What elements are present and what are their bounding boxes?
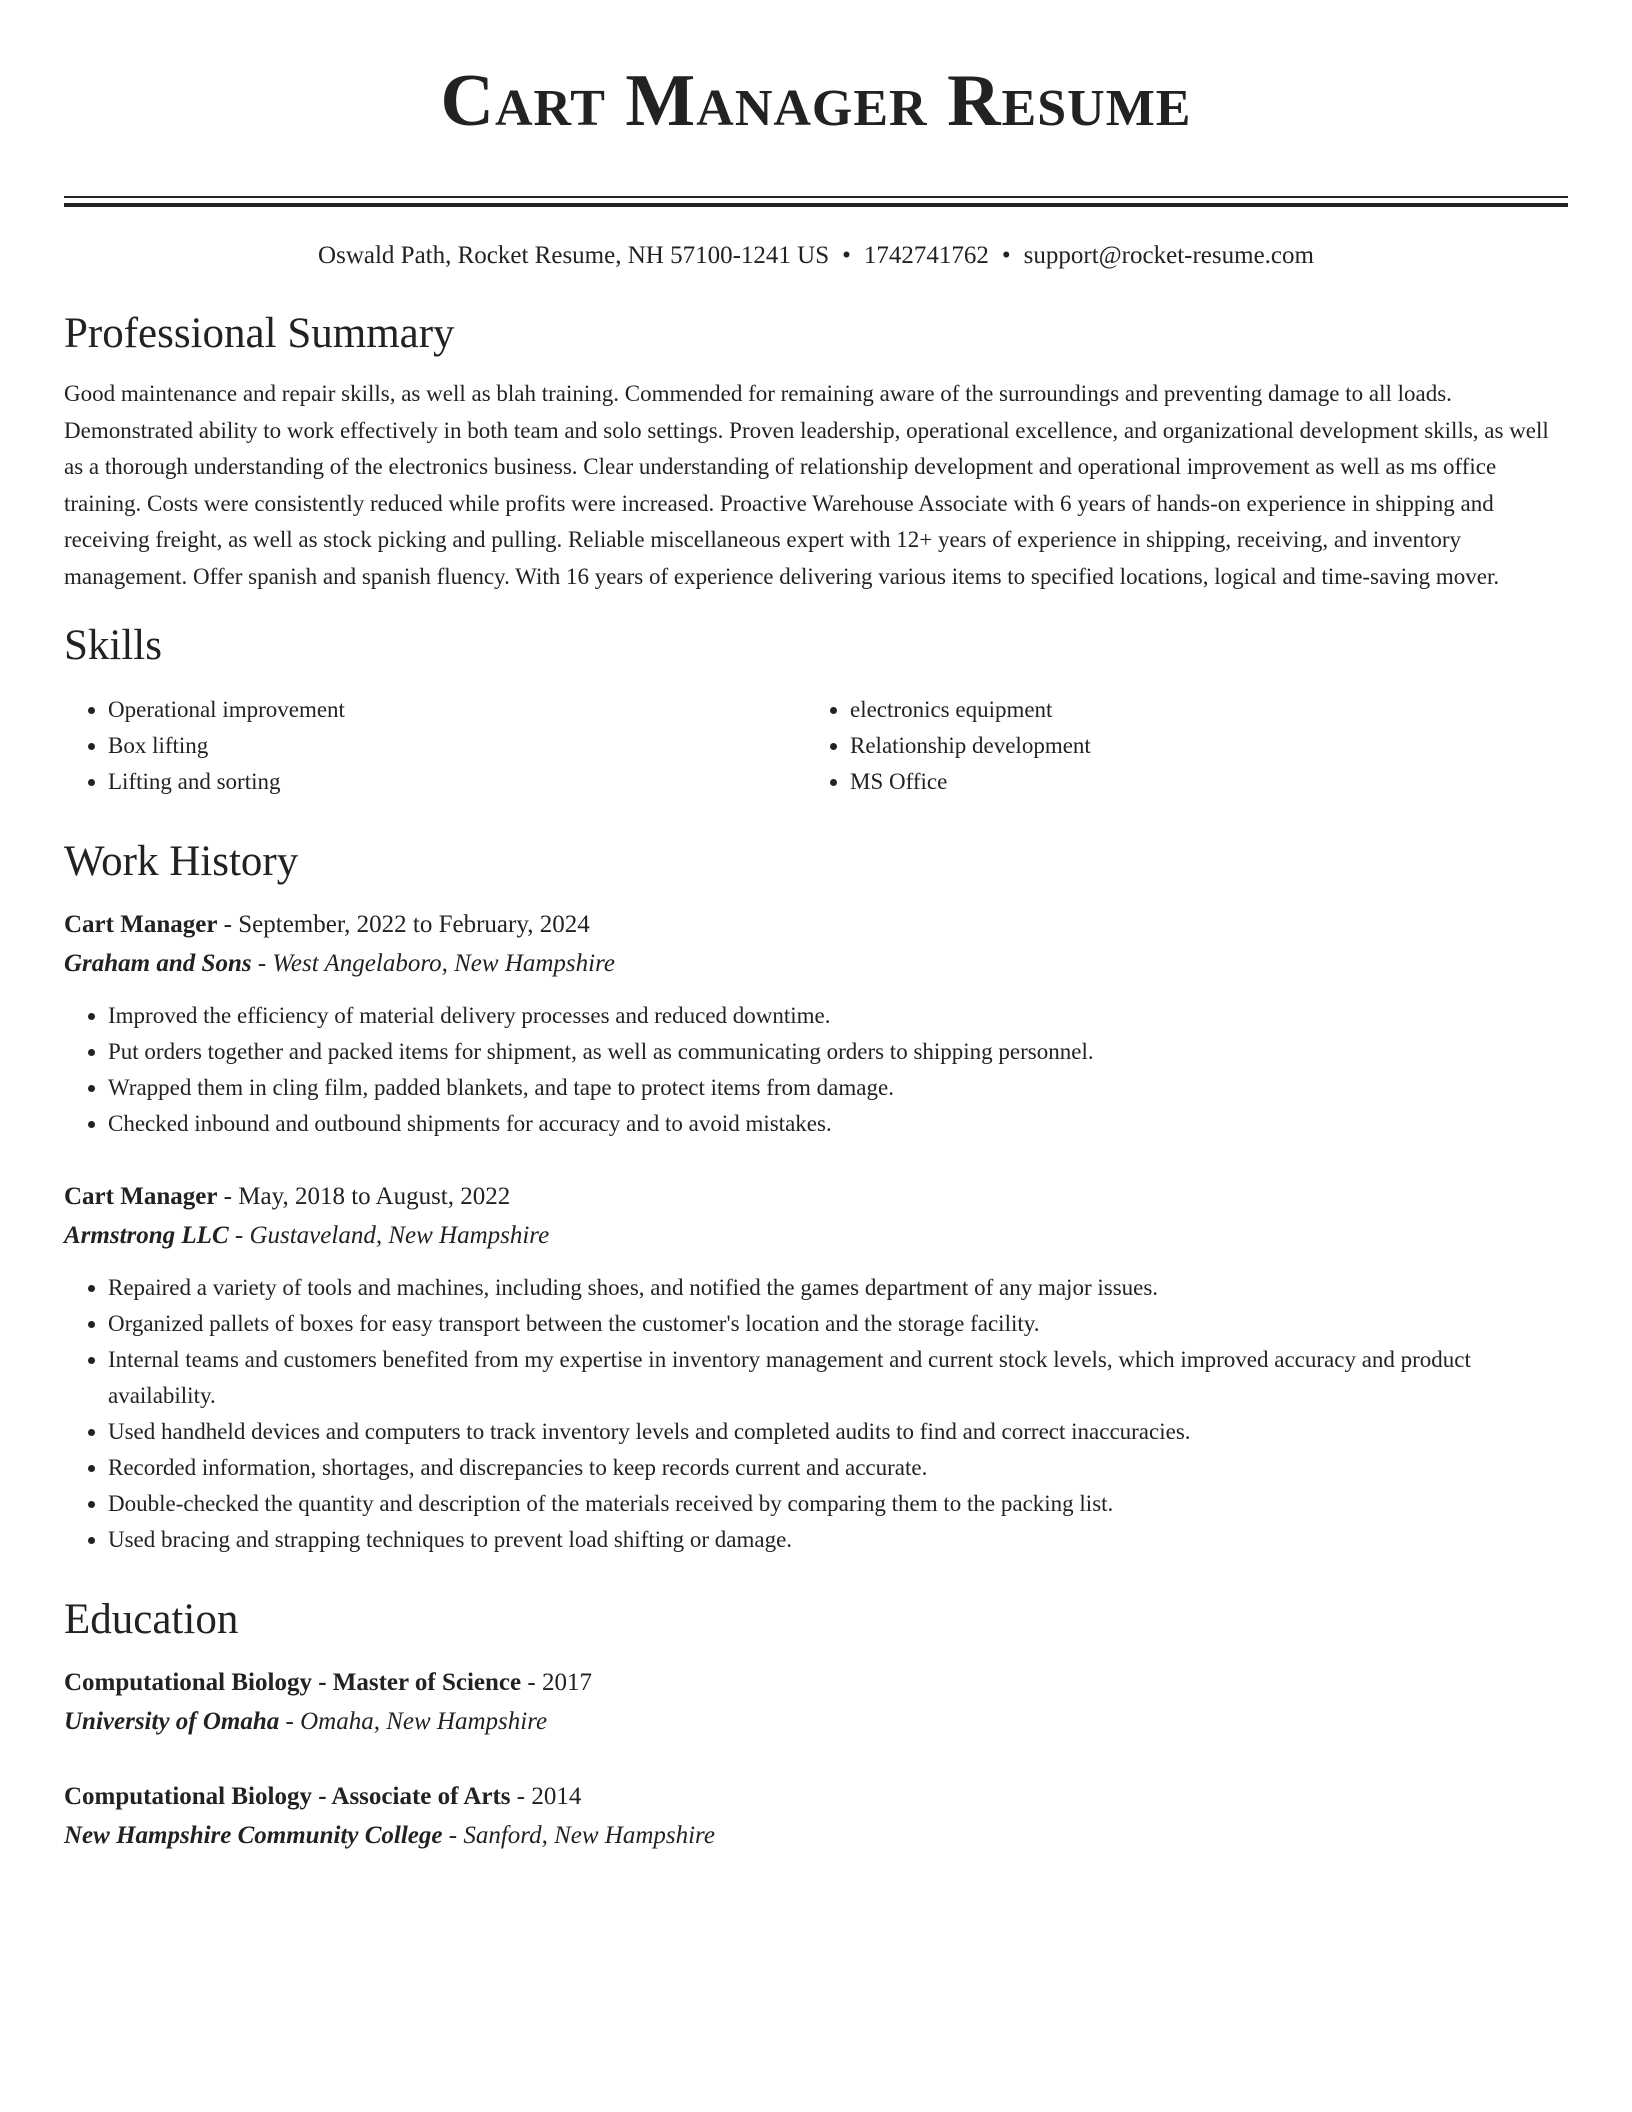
work-history-heading: Work History (64, 838, 299, 885)
contact-separator: • (842, 242, 851, 269)
job-bullet: • Wrapped them in cling film, padded blankets, and tape to protect items from damage. (108, 1070, 1568, 1106)
contact-email: support@rocket-resume.com (1023, 242, 1314, 269)
education-entry (64, 1664, 1568, 1742)
job-title-line (64, 906, 1568, 944)
education-year: - 2014 (510, 1783, 582, 1810)
education-school-line (64, 1702, 1568, 1742)
education-heading: Education (64, 1596, 239, 1643)
summary-text: Good maintenance and repair skills, as well as blah training. Commended for remaining aware of the surroundings and preventing damage to all loads. Demonstrated ability to work effectively in both team and solo settings. Proven leadership, operational excellence, and organizational development skills, as well as a thorough understanding of the electronics business. Clear understanding of relationship development and operational improvement as well as ms office training. Costs were consistently reduced while profits were increased. Proactive Warehouse Associate with 6 years of hands-on experience in shipping and receiving freight, as well as stock picking and pulling. Reliable miscellaneous expert with 12+ years of experience in shipping, receiving, and inventory management. Offer spanish and spanish fluency. With 16 years of experience delivering various items to specified locations, logical and time-saving mover. (64, 381, 1549, 589)
job-location: - West Angelaboro, New Hampshire (251, 950, 615, 977)
title-divider-thin (64, 196, 1568, 198)
job-bullets (64, 998, 1568, 1142)
job-bullet: • Recorded information, shortages, and discrepancies to keep records current and accurate. (108, 1450, 1568, 1486)
summary-heading: Professional Summary (64, 310, 455, 357)
job-bullet: • Used bracing and strapping techniques to prevent load shifting or damage. (108, 1522, 1568, 1558)
job-company: Graham and Sons (64, 950, 252, 977)
skill-item: • Operational improvement (108, 692, 806, 728)
job-bullet: • Improved the efficiency of material delivery processes and reduced downtime. (108, 998, 1568, 1034)
job-entry (64, 906, 1568, 1142)
skills-list-left (64, 692, 806, 800)
education-degree-line (64, 1664, 1568, 1702)
skill-item: • Box lifting (108, 728, 806, 764)
contact-address: Oswald Path, Rocket Resume, NH 57100-1241 US (318, 242, 830, 269)
job-company-line (64, 1216, 1568, 1256)
contact-line (64, 240, 1568, 272)
education-year: - 2017 (521, 1669, 592, 1696)
skills-heading: Skills (64, 622, 162, 669)
education-section (64, 1594, 1568, 1856)
job-dates: - September, 2022 to February, 2024 (217, 911, 590, 938)
title-divider-thick (64, 203, 1568, 207)
job-company-line (64, 944, 1568, 984)
skills-grid (64, 692, 1568, 800)
job-bullet: • Organized pallets of boxes for easy transport between the customer's location and the storage facility. (108, 1306, 1568, 1342)
education-degree-line (64, 1778, 1568, 1816)
contact-separator: • (1001, 242, 1011, 269)
education-school: New Hampshire Community College (64, 1822, 443, 1849)
job-bullet: • Double-checked the quantity and description of the materials received by comparing them to the packing list. (108, 1486, 1568, 1522)
skill-item: • electronics equipment (850, 692, 1548, 728)
job-company: Armstrong LLC (64, 1222, 229, 1249)
education-degree: Computational Biology - Associate of Arts (64, 1783, 511, 1810)
skill-item: • MS Office (850, 764, 1548, 800)
job-bullet: • Used handheld devices and computers to track inventory levels and completed audits to find and correct inaccuracies. (108, 1414, 1568, 1450)
summary-section (64, 308, 1568, 595)
job-bullet: • Put orders together and packed items for shipment, as well as communicating orders to shipping personnel. (108, 1034, 1568, 1070)
job-bullet: • Internal teams and customers benefited from my expertise in inventory management and current stock levels, which improved accuracy and product availability. (108, 1342, 1568, 1414)
job-entry (64, 1178, 1568, 1558)
skills-section (64, 620, 1568, 800)
contact-phone: 1742741762 (863, 242, 989, 269)
job-bullet: • Repaired a variety of tools and machines, including shoes, and notified the games department of any major issues. (108, 1270, 1568, 1306)
skill-item: • Lifting and sorting (108, 764, 806, 800)
education-school-line (64, 1816, 1568, 1856)
education-location: - Omaha, New Hampshire (279, 1708, 548, 1735)
education-location: - Sanford, New Hampshire (442, 1822, 715, 1849)
education-entry (64, 1778, 1568, 1856)
job-dates: - May, 2018 to August, 2022 (217, 1183, 511, 1210)
job-title-line (64, 1178, 1568, 1216)
resume-title: Cart Manager Resume (440, 60, 1192, 142)
job-bullet: • Checked inbound and outbound shipments for accuracy and to avoid mistakes. (108, 1106, 1568, 1142)
skills-list-right (806, 692, 1548, 800)
education-school: University of Omaha (64, 1708, 280, 1735)
job-location: - Gustaveland, New Hampshire (228, 1222, 550, 1249)
education-degree: Computational Biology - Master of Science (64, 1669, 522, 1696)
job-title: Cart Manager (64, 1183, 218, 1210)
work-history-section (64, 836, 1568, 1558)
job-title: Cart Manager (64, 911, 218, 938)
job-bullets (64, 1270, 1568, 1558)
skill-item: • Relationship development (850, 728, 1548, 764)
